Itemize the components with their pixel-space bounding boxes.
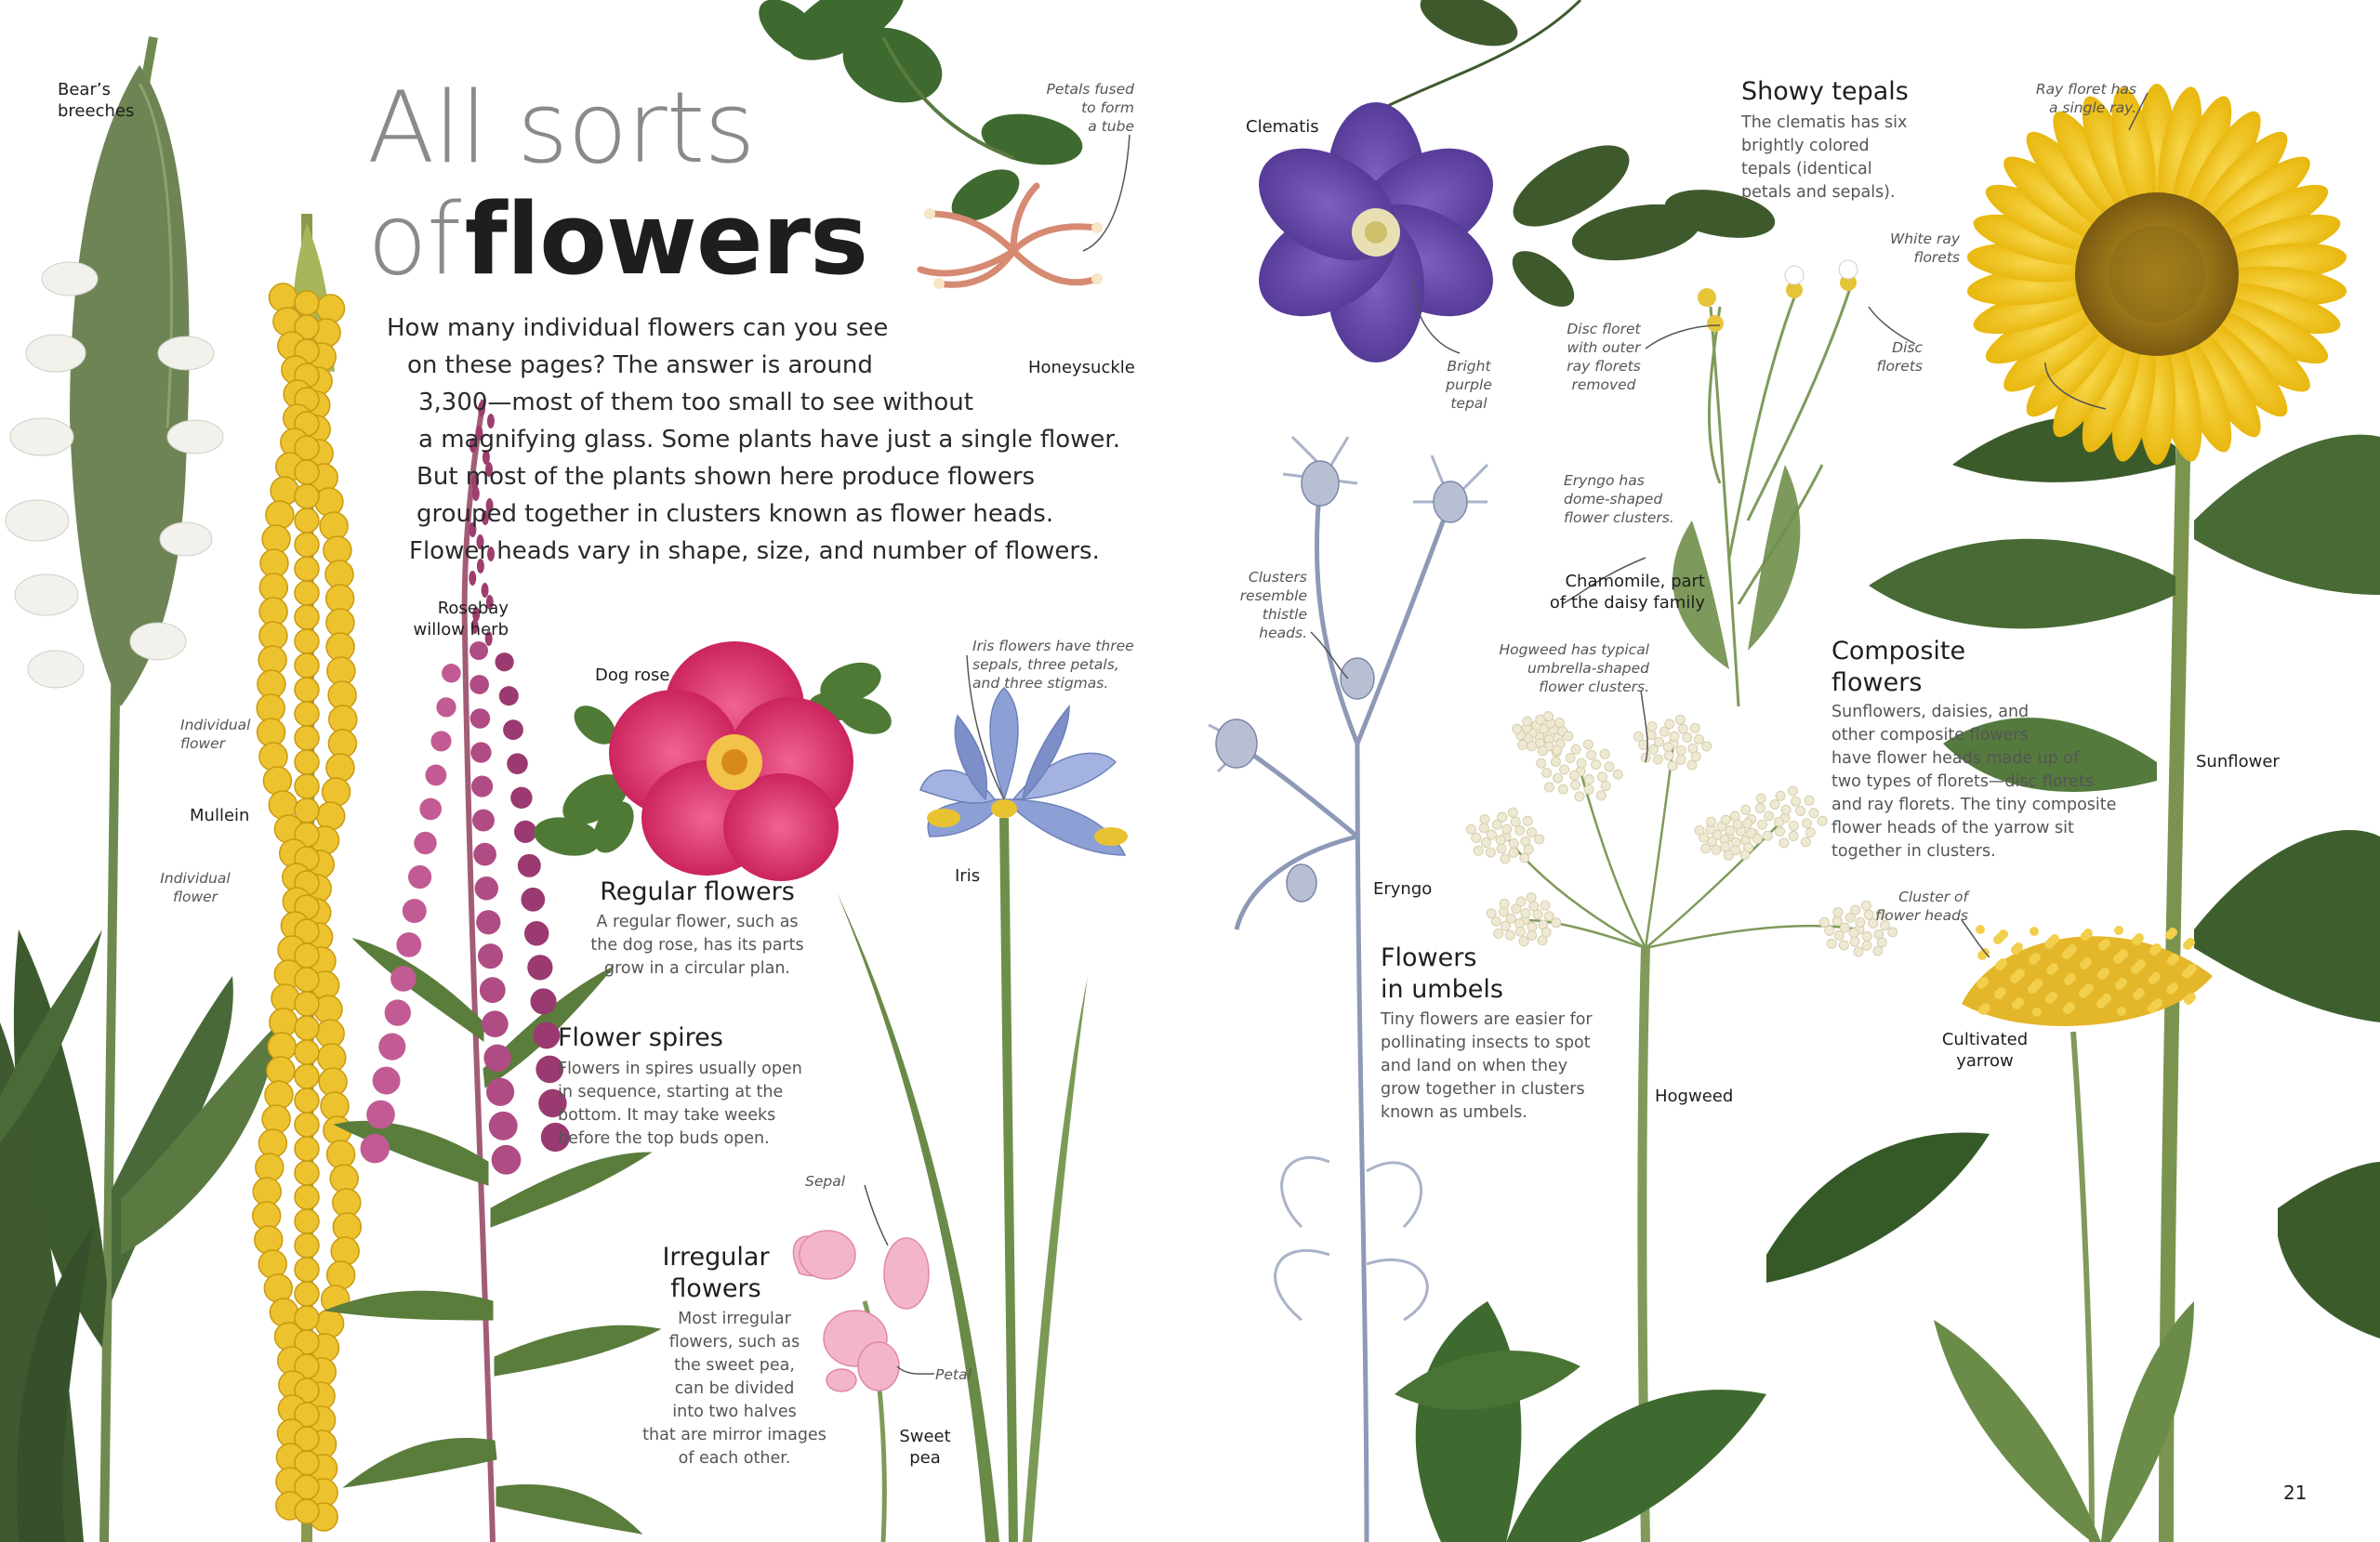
- composite-body-line: together in clusters.: [1831, 842, 1996, 861]
- note-line: Clusters: [1248, 569, 1307, 586]
- mullein-plant: [253, 214, 362, 1542]
- note-individual-flower-2: [149, 869, 242, 906]
- label-line: yarrow: [1956, 1051, 2014, 1071]
- umbels-body-line: Tiny flowers are easier for: [1381, 1010, 1593, 1029]
- composite-body-line: and ray florets. The tiny composite: [1831, 796, 2117, 814]
- label-line: Bear’s: [58, 80, 111, 99]
- spires-body-line: before the top buds open.: [558, 1129, 770, 1148]
- note-line: Bright: [1447, 358, 1491, 375]
- umbels-heading: [1381, 942, 1503, 1006]
- irregular-heading-line: Irregular: [662, 1243, 770, 1272]
- flower-spires-heading: Flower spires: [558, 1023, 723, 1052]
- intro-line: But most of the plants shown here produce flowers: [416, 463, 1036, 491]
- page-title-line2: [367, 182, 868, 297]
- irregular-body-line: of each other.: [678, 1449, 791, 1468]
- composite-body: [1831, 701, 2116, 863]
- label-sunflower: Sunflower: [2196, 752, 2280, 771]
- note-line: and three stigmas.: [972, 675, 1109, 692]
- note-line: flower clusters.: [1564, 509, 1674, 526]
- note-line: ray florets: [1567, 358, 1641, 375]
- showy-tepals-heading: Showy tepals: [1741, 77, 1909, 106]
- page-title-line1: All sorts: [367, 71, 755, 185]
- note-line: a single ray.: [2048, 99, 2136, 116]
- note-line: flower heads: [1875, 907, 1968, 924]
- note-line: with outer: [1567, 339, 1641, 356]
- umbels-body-line: grow together in clusters: [1381, 1080, 1585, 1099]
- note-line: Iris flowers have three: [972, 638, 1134, 654]
- note-hogweed-umbrella: [1460, 640, 1649, 696]
- spires-body-line: in sequence, starting at the: [558, 1083, 784, 1101]
- label-line: Cultivated: [1941, 1030, 2029, 1049]
- note-line: White ray: [1889, 231, 1960, 247]
- irregular-flowers-heading: [641, 1242, 790, 1305]
- showy-body-line: brightly colored: [1741, 137, 1870, 155]
- note-line: flower: [172, 889, 218, 905]
- showy-body-line: The clematis has six: [1741, 113, 1908, 132]
- composite-heading: [1831, 636, 1965, 699]
- note-line: a tube: [1088, 118, 1134, 135]
- regular-body-line: A regular flower, such as: [596, 913, 799, 931]
- showy-body-line: petals and sepals).: [1741, 183, 1896, 202]
- composite-heading-line: Composite: [1831, 637, 1966, 666]
- note-line: Petals fused: [1046, 81, 1134, 98]
- showy-tepals-body: [1741, 112, 1907, 204]
- note-petals-fused: [1023, 80, 1134, 136]
- composite-body-line: flower heads of the yarrow sit: [1831, 819, 2074, 837]
- showy-body-line: tepals (identical: [1741, 160, 1872, 178]
- umbels-body-line: and land on when they: [1381, 1057, 1568, 1075]
- spires-body-line: bottom. It may take weeks: [558, 1106, 776, 1125]
- page-number: 21: [2283, 1482, 2307, 1504]
- note-line: florets: [1876, 358, 1923, 375]
- note-sepal: Sepal: [805, 1173, 846, 1190]
- page-title-bold: flowers: [464, 182, 868, 297]
- intro-line: How many individual flowers can you see: [387, 314, 889, 342]
- umbels-body-line: known as umbels.: [1381, 1103, 1527, 1122]
- composite-body-line: other composite flowers: [1831, 726, 2029, 745]
- composite-body-line: Sunflowers, daisies, and: [1831, 703, 2030, 721]
- note-line: Eryngo has: [1564, 472, 1645, 489]
- irregular-heading-line: flowers: [670, 1274, 761, 1303]
- note-line: Cluster of: [1898, 889, 1968, 905]
- regular-flowers-body: [586, 911, 809, 981]
- irregular-body-line: the sweet pea,: [674, 1356, 795, 1375]
- note-line: dome-shaped: [1564, 491, 1663, 507]
- regular-body-line: grow in a circular plan.: [603, 959, 790, 978]
- intro-line: a magnifying glass. Some plants have just a single flower.: [418, 426, 1120, 454]
- note-individual-flower-1: [180, 716, 251, 753]
- note-line: thistle: [1262, 606, 1307, 623]
- label-mullein: Mullein: [190, 806, 250, 825]
- umbels-body-line: pollinating insects to spot: [1381, 1034, 1591, 1052]
- note-petal: Petal: [935, 1366, 972, 1383]
- label-line: Sweet: [899, 1427, 951, 1446]
- note-line: Ray floret has: [2035, 81, 2136, 98]
- label-rosebay-willow-herb: [372, 598, 509, 640]
- note-line: to form: [1081, 99, 1134, 116]
- label-line: breeches: [58, 101, 135, 121]
- composite-body-line: two types of florets—disc florets: [1831, 772, 2094, 791]
- note-clusters-thistle: [1227, 568, 1307, 642]
- note-line: florets: [1913, 249, 1960, 266]
- note-line: resemble: [1239, 587, 1307, 604]
- note-iris: [972, 637, 1134, 692]
- note-line: flower: [180, 735, 226, 752]
- composite-body-line: have flower heads made up of: [1831, 749, 2080, 768]
- spires-body-line: Flowers in spires usually open: [558, 1060, 802, 1078]
- intro-line: on these pages? The answer is around: [407, 351, 873, 379]
- note-ray-floret: [1962, 80, 2136, 117]
- label-chamomile: [1525, 571, 1705, 613]
- irregular-body-line: flowers, such as: [668, 1333, 800, 1351]
- note-eryngo-dome: [1564, 471, 1674, 527]
- umbels-heading-line: in umbels: [1381, 975, 1503, 1004]
- label-sweet-pea: [892, 1426, 958, 1469]
- note-line: Individual: [160, 870, 231, 887]
- note-white-ray-florets: [1859, 230, 1960, 267]
- note-line: tepal: [1450, 395, 1488, 412]
- dog-rose-plant: [531, 641, 896, 881]
- label-hogweed: Hogweed: [1655, 1087, 1734, 1106]
- irregular-body-line: Most irregular: [678, 1310, 791, 1328]
- label-line: pea: [909, 1448, 941, 1468]
- label-honeysuckle: Honeysuckle: [1028, 358, 1135, 377]
- irregular-body-line: can be divided: [674, 1379, 795, 1398]
- label-iris: Iris: [955, 866, 981, 886]
- intro-line: grouped together in clusters known as flower heads.: [416, 500, 1054, 528]
- composite-heading-line: flowers: [1831, 668, 1923, 697]
- clematis-plant: [1239, 0, 1778, 362]
- note-line: Disc: [1892, 339, 1923, 356]
- irregular-flowers-body: [632, 1308, 837, 1470]
- label-eryngo: Eryngo: [1373, 879, 1433, 899]
- intro-line: 3,300—most of them too small to see without: [418, 389, 973, 416]
- label-line: Chamomile, part: [1565, 572, 1705, 591]
- irregular-body-line: into two halves: [672, 1403, 797, 1421]
- bears-breeches-plant: [0, 37, 279, 1542]
- regular-flowers-heading: Regular flowers: [600, 877, 795, 906]
- note-line: Hogweed has typical: [1499, 641, 1649, 658]
- note-line: umbrella-shaped: [1527, 660, 1649, 677]
- label-bears-breeches: [58, 79, 134, 122]
- label-line: willow herb: [413, 620, 509, 639]
- note-line: Individual: [180, 717, 251, 733]
- note-line: removed: [1571, 376, 1636, 393]
- note-line: sepals, three petals,: [972, 656, 1119, 673]
- note-cluster-flower-heads: [1845, 888, 1968, 925]
- label-line: of the daisy family: [1549, 593, 1705, 613]
- flower-spires-body: [558, 1058, 802, 1151]
- umbels-heading-line: Flowers: [1381, 943, 1477, 972]
- note-disc-florets: [1850, 338, 1923, 376]
- note-bright-purple-tepal: [1432, 357, 1506, 413]
- intro-paragraph: [387, 310, 1120, 570]
- page-title-of: of: [367, 182, 461, 297]
- irregular-body-line: that are mirror images: [642, 1426, 826, 1444]
- note-line: heads.: [1259, 625, 1307, 641]
- note-disc-floret-removed: [1557, 320, 1650, 394]
- label-line: Rosebay: [437, 599, 509, 618]
- label-clematis: Clematis: [1246, 117, 1319, 137]
- label-cultivated-yarrow: [1929, 1029, 2041, 1072]
- note-line: Disc floret: [1567, 321, 1641, 337]
- intro-line: Flower heads vary in shape, size, and number of flowers.: [409, 537, 1100, 565]
- umbels-body: [1381, 1008, 1593, 1125]
- note-line: purple: [1446, 376, 1492, 393]
- note-line: flower clusters.: [1539, 679, 1649, 695]
- regular-body-line: the dog rose, has its parts: [590, 936, 804, 955]
- label-dog-rose: Dog rose: [595, 666, 670, 685]
